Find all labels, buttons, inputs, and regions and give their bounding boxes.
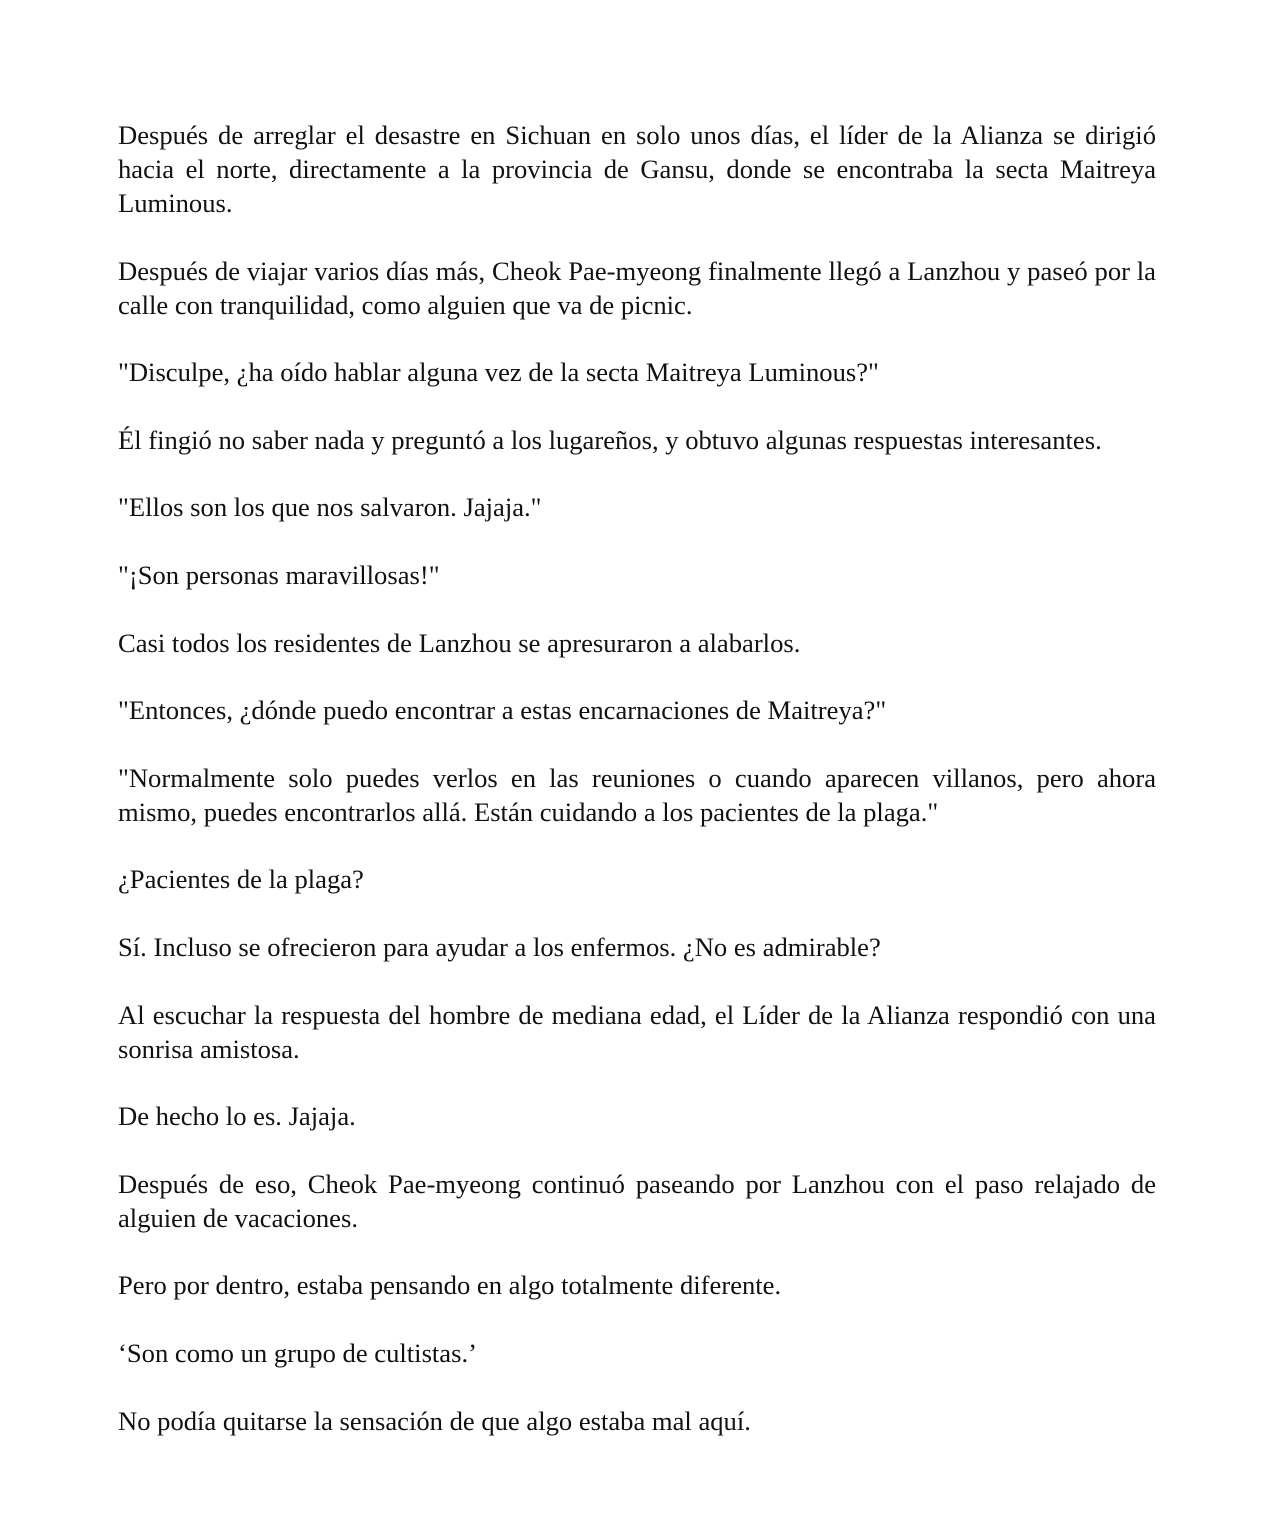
paragraph: Sí. Incluso se ofrecieron para ayudar a los enfermos. ¿No es admirable? (118, 931, 881, 962)
paragraph: "Entonces, ¿dónde puedo encontrar a estas encarnaciones de Maitreya?" (118, 695, 887, 726)
paragraph: Él fingió no saber nada y preguntó a los lugareños, y obtuvo algunas respuestas interesantes. (118, 424, 1102, 455)
paragraph: ‘Son como un grupo de cultistas.’ (118, 1337, 477, 1368)
paragraph: "¡Son personas maravillosas!" (118, 559, 440, 590)
paragraph: Después de arreglar el desastre en Sichuan en solo unos días, el líder de la Alianza se dirigió hacia el norte, directamente a la provincia de Gansu, donde se encontraba la secta Maitreya Luminous. (118, 120, 1156, 218)
paragraph: "Ellos son los que nos salvaron. Jajaja." (118, 492, 542, 523)
paragraph: Pero por dentro, estaba pensando en algo totalmente diferente. (118, 1270, 782, 1301)
paragraph: "Normalmente solo puedes verlos en las reuniones o cuando aparecen villanos, pero ahora mismo, puedes encontrarlos allá. Están cuidando a los pacientes de la plaga." (118, 762, 1156, 827)
paragraph: ¿Pacientes de la plaga? (118, 864, 364, 895)
paragraph: Al escuchar la respuesta del hombre de mediana edad, el Líder de la Alianza respondió con una sonrisa amistosa. (118, 999, 1156, 1064)
paragraph: De hecho lo es. Jajaja. (118, 1101, 356, 1132)
document-page (118, 118, 1156, 1471)
paragraph: Después de viajar varios días más, Cheok Pae-myeong finalmente llegó a Lanzhou y paseó por la calle con tranquilidad, como alguien que va de picnic. (118, 255, 1156, 320)
paragraph: "Disculpe, ¿ha oído hablar alguna vez de la secta Maitreya Luminous?" (118, 357, 879, 388)
paragraph: No podía quitarse la sensación de que algo estaba mal aquí. (118, 1405, 751, 1436)
paragraph: Después de eso, Cheok Pae-myeong continuó paseando por Lanzhou con el paso relajado de alguien de vacaciones. (118, 1168, 1156, 1233)
paragraph: Casi todos los residentes de Lanzhou se apresuraron a alabarlos. (118, 627, 801, 658)
